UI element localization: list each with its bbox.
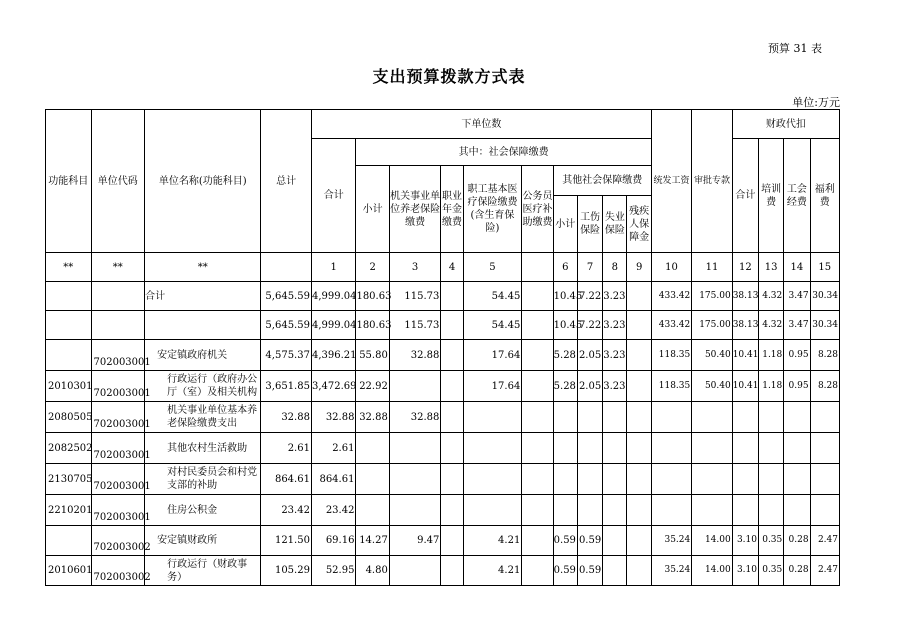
value-cell: 433.42 <box>651 282 691 311</box>
header-unit-code: 单位代码 <box>91 110 145 253</box>
value-cell: 0.28 <box>784 526 810 556</box>
page-title: 支出预算拨款方式表 <box>372 67 526 86</box>
value-cell: 23.42 <box>311 495 356 526</box>
value-cell <box>522 464 553 495</box>
header-unit-name: 单位名称(功能科目) <box>145 110 261 253</box>
value-cell <box>389 371 441 402</box>
value-cell: 0.28 <box>784 556 810 586</box>
unit-name-text: 对村民委员会和村党支部的补助 <box>167 467 258 491</box>
value-cell: 8.28 <box>810 371 839 402</box>
func-subject-cell: 2080505 <box>46 402 92 433</box>
value-cell <box>651 464 691 495</box>
func-subject-cell <box>46 526 92 556</box>
value-cell <box>784 402 810 433</box>
value-cell <box>732 464 758 495</box>
index-cell: ** <box>46 253 92 282</box>
value-cell <box>627 311 651 340</box>
value-cell <box>758 464 783 495</box>
value-cell: 55.80 <box>356 340 389 371</box>
value-cell <box>627 495 651 526</box>
index-cell: 4 <box>441 253 463 282</box>
unit-code-cell <box>91 526 151 556</box>
unit-code-cell <box>91 556 151 586</box>
value-cell: 30.34 <box>810 311 839 340</box>
value-cell <box>389 495 441 526</box>
value-cell: 3.10 <box>732 526 758 556</box>
value-cell <box>784 464 810 495</box>
table-row <box>46 282 840 311</box>
value-cell <box>356 433 389 464</box>
value-cell: 3.23 <box>603 311 627 340</box>
unit-code-cell <box>91 282 145 311</box>
header-unemployment: 失业保险 <box>603 196 627 253</box>
index-cell: 3 <box>389 253 441 282</box>
value-cell: 10.45 <box>553 282 577 311</box>
value-cell: 52.95 <box>311 556 356 586</box>
header-func-subject: 功能科目 <box>46 110 92 253</box>
value-cell <box>784 433 810 464</box>
header-other-social: 其他社会保障缴费 <box>553 166 651 196</box>
unit-code-cell <box>91 311 145 340</box>
func-subject-cell <box>46 340 92 371</box>
value-cell: 3,472.69 <box>311 371 356 402</box>
unit-name-cell <box>145 556 261 586</box>
table-row <box>46 433 840 464</box>
value-cell: 175.00 <box>692 311 732 340</box>
unit-code-text: 702003002 <box>93 542 151 553</box>
value-cell: 4,999.04 <box>311 311 356 340</box>
value-cell <box>522 340 553 371</box>
value-cell <box>603 556 627 586</box>
unit-name-text: 其他农村生活救助 <box>167 442 248 454</box>
value-cell <box>522 311 553 340</box>
value-cell <box>522 556 553 586</box>
unit-name-text: 住房公积金 <box>167 504 218 516</box>
value-cell <box>463 495 522 526</box>
value-cell: 69.16 <box>311 526 356 556</box>
unit-name-text: 安定镇财政所 <box>157 535 218 546</box>
value-cell: 0.59 <box>577 556 602 586</box>
index-cell: 15 <box>810 253 839 282</box>
value-cell <box>389 464 441 495</box>
value-cell: 0.95 <box>784 371 810 402</box>
value-cell: 3.47 <box>784 282 810 311</box>
header-lower-units: 下单位数 <box>311 110 651 139</box>
header-disability: 残疾人保障金 <box>627 196 651 253</box>
unit-code-cell <box>91 371 151 402</box>
value-cell: 54.45 <box>463 311 522 340</box>
value-cell: 10.41 <box>732 340 758 371</box>
value-cell: 5.28 <box>553 340 577 371</box>
value-cell: 14.27 <box>356 526 389 556</box>
value-cell <box>522 371 553 402</box>
value-cell: 3.10 <box>732 556 758 586</box>
value-cell: 2.47 <box>810 556 839 586</box>
unit-name-cell <box>145 433 261 464</box>
unit-code-text: 702003002 <box>93 572 151 583</box>
value-cell <box>627 556 651 586</box>
value-cell <box>389 556 441 586</box>
table-row <box>46 311 840 340</box>
value-cell <box>758 402 783 433</box>
index-cell: 8 <box>603 253 627 282</box>
value-cell: 4,999.04 <box>311 282 356 311</box>
value-cell <box>692 495 732 526</box>
index-cell: 14 <box>784 253 810 282</box>
unit-code-cell <box>91 340 151 371</box>
value-cell <box>627 282 651 311</box>
value-cell <box>441 311 463 340</box>
value-cell: 7.22 <box>577 282 602 311</box>
value-cell: 105.29 <box>261 556 312 586</box>
value-cell: 50.40 <box>692 371 732 402</box>
value-cell <box>627 371 651 402</box>
unit-code-text: 702003001 <box>93 450 151 461</box>
value-cell <box>356 495 389 526</box>
value-cell: 38.13 <box>732 311 758 340</box>
value-cell <box>732 433 758 464</box>
value-cell: 23.42 <box>261 495 312 526</box>
value-cell <box>441 433 463 464</box>
value-cell: 118.35 <box>651 340 691 371</box>
value-cell: 0.59 <box>577 526 602 556</box>
value-cell <box>522 282 553 311</box>
value-cell <box>463 433 522 464</box>
value-cell: 32.88 <box>356 402 389 433</box>
func-subject-cell: 2130705 <box>46 464 92 495</box>
value-cell <box>441 282 463 311</box>
header-medical: 职工基本医疗保险缴费(含生育保险) <box>463 166 522 253</box>
unit-name-text: 行政运行（政府办公厅（室）及相关机构 <box>167 374 258 398</box>
value-cell <box>522 526 553 556</box>
value-cell: 10.45 <box>553 311 577 340</box>
index-cell: ** <box>145 253 261 282</box>
index-cell <box>522 253 553 282</box>
value-cell <box>441 402 463 433</box>
value-cell <box>522 495 553 526</box>
index-row <box>46 253 840 282</box>
unit-code-text: 702003001 <box>93 481 151 492</box>
unit-name-text: 合计 <box>145 290 166 302</box>
header-finance-agency: 财政代扣 <box>732 110 839 139</box>
value-cell: 3.23 <box>603 371 627 402</box>
unit-code-text: 702003001 <box>93 388 151 399</box>
index-cell: 12 <box>732 253 758 282</box>
header-other-subtotal: 小计 <box>553 196 577 253</box>
value-cell: 2.05 <box>577 340 602 371</box>
func-subject-cell: 2210201 <box>46 495 92 526</box>
value-cell <box>522 402 553 433</box>
value-cell <box>441 340 463 371</box>
value-cell: 1.18 <box>758 340 783 371</box>
value-cell <box>732 402 758 433</box>
value-cell: 3.47 <box>784 311 810 340</box>
value-cell <box>784 495 810 526</box>
value-cell: 5,645.59 <box>261 311 312 340</box>
value-cell <box>603 495 627 526</box>
value-cell: 180.63 <box>356 282 389 311</box>
value-cell: 0.35 <box>758 556 783 586</box>
value-cell: 175.00 <box>692 282 732 311</box>
value-cell: 1.18 <box>758 371 783 402</box>
unit-name-cell <box>145 526 261 556</box>
value-cell: 22.92 <box>356 371 389 402</box>
table-row <box>46 464 840 495</box>
value-cell <box>758 495 783 526</box>
value-cell: 14.00 <box>692 526 732 556</box>
value-cell <box>441 495 463 526</box>
value-cell <box>577 433 602 464</box>
func-subject-cell: 2010601 <box>46 556 92 586</box>
index-cell: 2 <box>356 253 389 282</box>
value-cell: 5,645.59 <box>261 282 312 311</box>
index-cell: ** <box>91 253 145 282</box>
header-lower-total: 合计 <box>311 139 356 253</box>
index-cell: 13 <box>758 253 783 282</box>
unit-name-cell <box>145 402 261 433</box>
value-cell <box>441 464 463 495</box>
value-cell: 0.95 <box>784 340 810 371</box>
value-cell: 121.50 <box>261 526 312 556</box>
value-cell <box>651 402 691 433</box>
unit-code-text: 702003001 <box>93 512 151 523</box>
value-cell <box>356 464 389 495</box>
value-cell <box>692 464 732 495</box>
table-row <box>46 340 840 371</box>
index-cell: 6 <box>553 253 577 282</box>
value-cell: 118.35 <box>651 371 691 402</box>
table-row <box>46 402 840 433</box>
value-cell <box>627 464 651 495</box>
unit-name-cell <box>145 340 261 371</box>
value-cell <box>441 371 463 402</box>
value-cell: 17.64 <box>463 340 522 371</box>
index-cell <box>261 253 312 282</box>
header-civil-medical: 公务员医疗补助缴费 <box>522 166 553 253</box>
value-cell: 3,651.85 <box>261 371 312 402</box>
value-cell <box>603 402 627 433</box>
value-cell <box>553 464 577 495</box>
value-cell <box>603 526 627 556</box>
value-cell: 0.59 <box>553 556 577 586</box>
value-cell: 864.61 <box>311 464 356 495</box>
value-cell <box>389 433 441 464</box>
value-cell <box>553 495 577 526</box>
value-cell: 4,396.21 <box>311 340 356 371</box>
value-cell <box>441 556 463 586</box>
value-cell: 5.28 <box>553 371 577 402</box>
unit-name-text: 安定镇政府机关 <box>157 349 228 361</box>
index-cell: 7 <box>577 253 602 282</box>
value-cell: 50.40 <box>692 340 732 371</box>
value-cell: 2.61 <box>261 433 312 464</box>
value-cell <box>810 433 839 464</box>
unit-label: 单位:万元 <box>792 96 840 109</box>
value-cell: 180.63 <box>356 311 389 340</box>
value-cell <box>553 402 577 433</box>
unit-name-cell <box>145 464 261 495</box>
value-cell: 38.13 <box>732 282 758 311</box>
header-social-security: 其中：社会保障缴费 <box>356 139 651 166</box>
value-cell: 4.21 <box>463 556 522 586</box>
value-cell: 35.24 <box>651 526 691 556</box>
func-subject-cell <box>46 282 92 311</box>
value-cell <box>577 402 602 433</box>
func-subject-cell <box>46 311 92 340</box>
value-cell: 7.22 <box>577 311 602 340</box>
value-cell: 32.88 <box>389 340 441 371</box>
func-subject-cell: 2082502 <box>46 433 92 464</box>
value-cell: 32.88 <box>311 402 356 433</box>
unit-name-cell <box>145 311 261 340</box>
header-special: 审批专款 <box>692 110 732 253</box>
value-cell <box>692 433 732 464</box>
table-number: 预算 31 表 <box>768 42 822 55</box>
value-cell <box>553 433 577 464</box>
header-total: 总计 <box>261 110 312 253</box>
value-cell <box>577 464 602 495</box>
value-cell <box>627 402 651 433</box>
value-cell: 30.34 <box>810 282 839 311</box>
unit-code-cell <box>91 495 151 526</box>
value-cell: 8.28 <box>810 340 839 371</box>
value-cell: 4.32 <box>758 282 783 311</box>
header-union: 工会经费 <box>784 139 810 253</box>
func-subject-cell: 2010301 <box>46 371 92 402</box>
unit-code-text: 702003001 <box>93 419 151 430</box>
index-cell: 10 <box>651 253 691 282</box>
value-cell: 32.88 <box>261 402 312 433</box>
value-cell: 433.42 <box>651 311 691 340</box>
value-cell: 9.47 <box>389 526 441 556</box>
unit-code-cell <box>91 464 151 495</box>
value-cell: 35.24 <box>651 556 691 586</box>
value-cell <box>522 433 553 464</box>
value-cell: 54.45 <box>463 282 522 311</box>
table-row <box>46 526 840 556</box>
value-cell: 2.05 <box>577 371 602 402</box>
value-cell: 115.73 <box>389 311 441 340</box>
table-row <box>46 495 840 526</box>
index-cell: 5 <box>463 253 522 282</box>
header-wages: 统发工资 <box>651 110 691 253</box>
header-injury: 工伤保险 <box>577 196 602 253</box>
value-cell: 10.41 <box>732 371 758 402</box>
value-cell <box>577 495 602 526</box>
header-fin-total: 合计 <box>732 139 758 253</box>
index-cell: 1 <box>311 253 356 282</box>
header-annuity: 职业年金缴费 <box>441 166 463 253</box>
table-body <box>46 282 840 586</box>
value-cell <box>441 526 463 556</box>
value-cell: 17.64 <box>463 371 522 402</box>
value-cell <box>732 495 758 526</box>
unit-code-text: 702003001 <box>93 357 151 368</box>
value-cell: 3.23 <box>603 340 627 371</box>
value-cell <box>627 526 651 556</box>
value-cell <box>692 402 732 433</box>
value-cell: 0.35 <box>758 526 783 556</box>
value-cell <box>463 464 522 495</box>
header-social-subtotal: 小计 <box>356 166 389 253</box>
unit-name-cell <box>145 282 261 311</box>
unit-name-text: 机关事业单位基本养老保险缴费支出 <box>167 405 258 429</box>
value-cell: 32.88 <box>389 402 441 433</box>
value-cell <box>463 402 522 433</box>
table-row <box>46 556 840 586</box>
index-cell: 9 <box>627 253 651 282</box>
value-cell: 864.61 <box>261 464 312 495</box>
header-pension: 机关事业单位养老保险缴费 <box>389 166 441 253</box>
value-cell <box>627 433 651 464</box>
index-cell: 11 <box>692 253 732 282</box>
value-cell <box>810 495 839 526</box>
header-training: 培训费 <box>758 139 783 253</box>
value-cell <box>627 340 651 371</box>
value-cell: 4.80 <box>356 556 389 586</box>
value-cell <box>651 495 691 526</box>
value-cell: 4.21 <box>463 526 522 556</box>
unit-name-text: 行政运行（财政事务） <box>167 558 248 583</box>
unit-name-cell <box>145 371 261 402</box>
unit-code-cell <box>91 402 151 433</box>
value-cell <box>810 464 839 495</box>
value-cell: 0.59 <box>553 526 577 556</box>
unit-name-cell <box>145 495 261 526</box>
value-cell <box>651 433 691 464</box>
value-cell: 3.23 <box>603 282 627 311</box>
value-cell: 115.73 <box>389 282 441 311</box>
budget-table <box>45 109 840 586</box>
value-cell <box>758 433 783 464</box>
unit-code-cell <box>91 433 151 464</box>
value-cell <box>810 402 839 433</box>
value-cell: 4.32 <box>758 311 783 340</box>
value-cell: 4,575.37 <box>261 340 312 371</box>
value-cell <box>603 464 627 495</box>
value-cell: 2.61 <box>311 433 356 464</box>
header-welfare: 福利费 <box>810 139 839 253</box>
value-cell: 14.00 <box>692 556 732 586</box>
value-cell <box>603 433 627 464</box>
value-cell: 2.47 <box>810 526 839 556</box>
table-row <box>46 371 840 402</box>
